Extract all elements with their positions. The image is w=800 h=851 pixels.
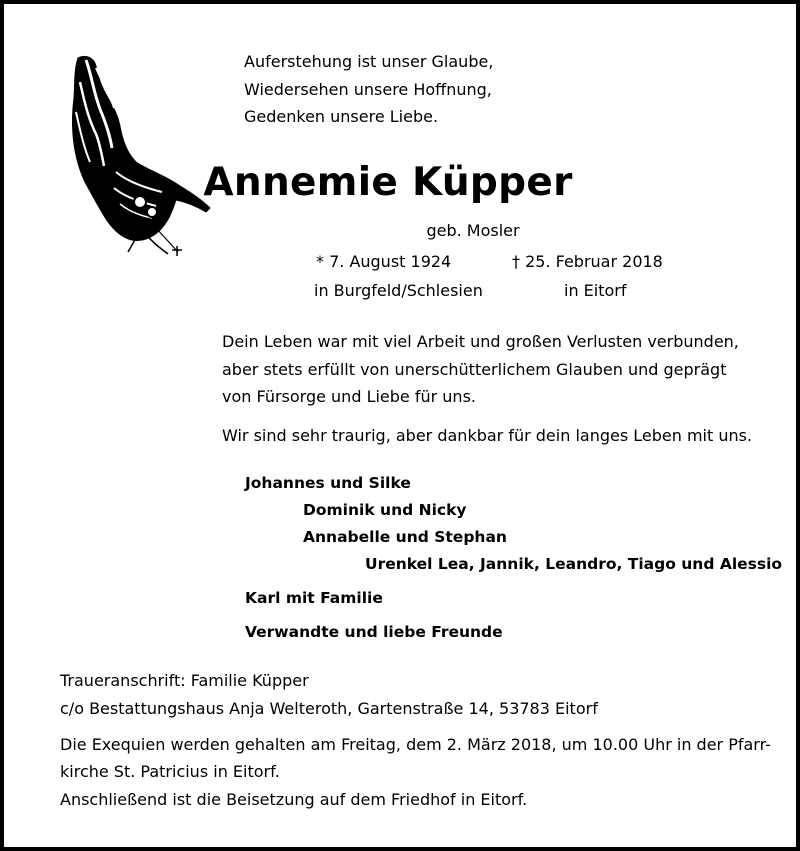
mourning-address: Traueranschrift: Familie Küpper [60, 671, 309, 690]
family-member: Karl mit Familie [245, 589, 383, 607]
death-date: † 25. Februar 2018 [512, 252, 663, 271]
birth-date: * 7. August 1924 [316, 252, 452, 271]
family-member: Urenkel Lea, Jannik, Leandro, Tiago und Alessio [365, 555, 783, 573]
family-member: Johannes und Silke [245, 474, 411, 492]
poem-line: Auferstehung ist unser Glaube, [244, 52, 494, 71]
maiden-name: geb. Mosler [426, 221, 520, 240]
burial-line: Anschließend ist die Beisetzung auf dem Friedhof in Eitorf. [60, 790, 528, 809]
tribute-line: von Fürsorge und Liebe für uns. [222, 387, 476, 406]
sorrow-text: Wir sind sehr traurig, aber dankbar für dein langes Leben mit uns. [222, 426, 753, 445]
deceased-name: Annemie Küpper [203, 160, 573, 205]
poem [244, 48, 493, 131]
tribute-line: aber stets erfüllt von unerschütterlichem Glauben und geprägt [222, 359, 727, 379]
family-member: Verwandte und liebe Freunde [245, 623, 503, 641]
tribute-text [222, 328, 739, 411]
service-line: kirche St. Patricius in Eitorf. [60, 762, 280, 781]
service-line: Die Exequien werden gehalten am Freitag, dem 2. März 2018, um 10.00 Uhr in der Pfarr- [60, 735, 771, 754]
poem-line: Gedenken unsere Liebe. [244, 107, 439, 126]
tribute-line: Dein Leben war mit viel Arbeit und großen Verlusten verbunden, [222, 332, 739, 351]
family-member: Annabelle und Stephan [303, 528, 507, 546]
death-place: in Eitorf [564, 281, 627, 300]
funeral-home-address: c/o Bestattungshaus Anja Welteroth, Gartenstraße 14, 53783 Eitorf [60, 699, 598, 718]
birth-place: in Burgfeld/Schlesien [314, 281, 483, 300]
poem-line: Wiedersehen unsere Hoffnung, [244, 79, 492, 99]
family-member: Dominik und Nicky [303, 501, 467, 519]
